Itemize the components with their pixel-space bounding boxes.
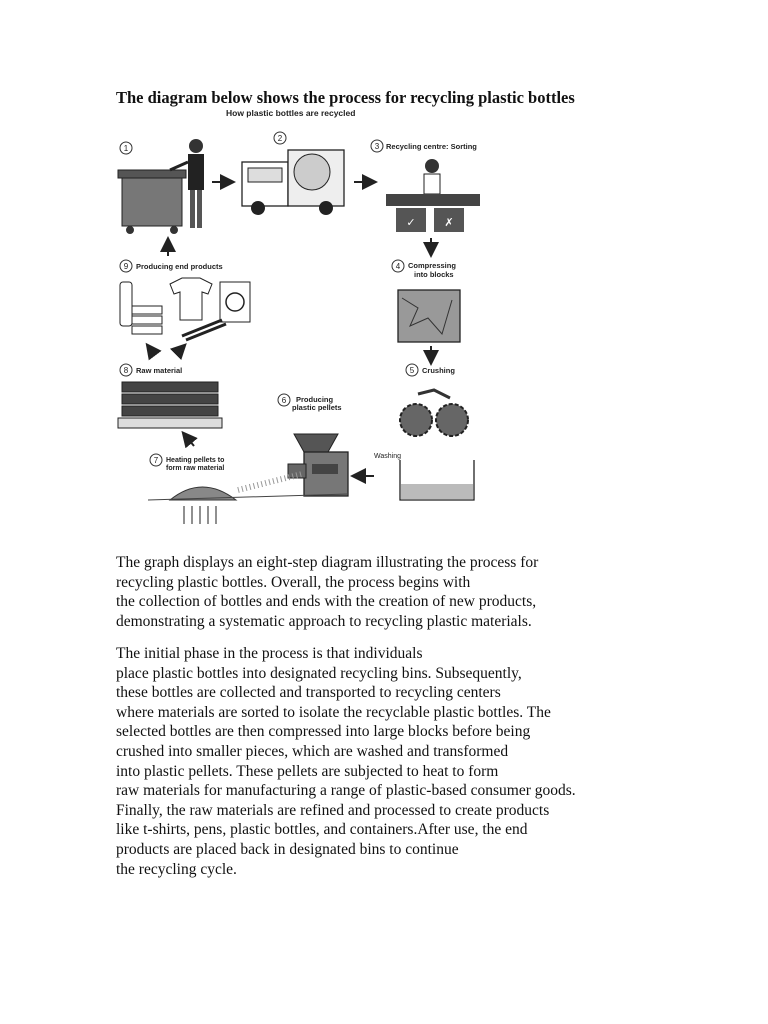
paragraph-overview [116,553,538,631]
paragraph-line: the recycling cycle. [116,860,237,878]
compressed-block-icon [398,290,460,342]
step-9-number: 9 [123,262,129,271]
step-8 [118,364,222,428]
diagram-heading: How plastic bottles are recycled [226,108,356,118]
step-5-label: Crushing [422,366,455,375]
paragraph-line: these bottles are collected and transported to recycling centers [116,684,501,702]
step-2 [242,132,344,215]
step-6-number: 6 [281,396,287,405]
step-6-label-line2: plastic pellets [292,403,342,412]
step-7-number: 7 [153,456,159,465]
sorting-worker-icon [386,159,480,232]
step-4-number: 4 [395,262,401,271]
step-4 [392,260,460,342]
bottle-icon [120,282,132,326]
step-3-label: Recycling centre: Sorting [386,142,477,151]
paragraph-line: the collection of bottles and ends with the creation of new products, [116,593,537,611]
paragraph-line: The initial phase in the process is that individuals [116,645,423,662]
paragraph-line: place plastic bottles into designated recycling bins. Subsequently, [116,664,522,682]
step-9 [120,260,250,340]
recycling-diagram [112,104,492,524]
step-1-number: 1 [123,144,129,153]
step-5 [374,364,474,500]
paragraph-line: selected bottles are then compressed into large blocks before being [116,723,531,741]
paragraph-line: Finally, the raw materials are refined and processed to create products [116,801,550,819]
paragraph-line: like t-shirts, pens, plastic bottles, and containers.After use, the end [116,821,528,839]
paragraph-line: products are placed back in designated bins to continue [116,840,459,858]
recycling-bag-icon [220,282,250,322]
paragraph-line: demonstrating a systematic approach to recycling plastic materials. [116,612,532,630]
sort-accept-mark: ✓ [406,217,416,229]
step-6 [278,394,348,496]
paragraph-line: crushed into smaller pieces, which are washed and transformed [116,742,509,760]
paragraph-details [116,644,576,879]
arrow-8-9-right [176,346,184,354]
washing-tank-icon [400,460,474,500]
truck-icon [242,150,344,215]
step-4-label-line2: into blocks [414,270,454,279]
step-3-number: 3 [374,142,380,151]
washing-label: Washing [374,453,401,460]
step-4-label-line1: Compressing [408,261,456,270]
step-7-label-line1: Heating pellets to [166,457,225,464]
pens-icon [182,320,226,340]
t-shirt-icon [170,278,212,320]
step-1 [118,139,204,234]
document-title: The diagram below shows the process for recycling plastic bottles [116,88,575,107]
step-3 [371,140,480,232]
sort-reject-mark: ✗ [444,217,454,229]
paragraph-line: into plastic pellets. These pellets are subjected to heat to form [116,762,499,780]
step-2-number: 2 [277,134,283,143]
step-6-label-line1: Producing [296,395,334,404]
raw-material-bales-icon [118,382,222,428]
containers-icon [132,306,162,334]
step-8-label: Raw material [136,366,183,375]
paragraph-line: raw materials for manufacturing a range of plastic-based consumer goods. [116,782,576,800]
paragraph-line: The graph displays an eight-step diagram illustrating the process for [116,554,539,571]
paragraph-line: where materials are sorted to isolate the recyclable plastic bottles. The [116,703,551,721]
pellet-machine-icon [288,434,348,496]
crusher-gears-icon [400,390,468,436]
step-9-label: Producing end products [136,262,223,271]
recycling-bin-icon [118,170,186,234]
arrow-8-9-left [148,346,154,354]
arrow-7-8 [184,434,194,446]
heat-arrows-icon [184,506,216,524]
step-5-number: 5 [409,366,415,375]
paragraph-line: recycling plastic bottles. Overall, the process begins with [116,573,471,591]
step-8-number: 8 [123,366,129,375]
step-7-label-line2: form raw material [166,465,225,472]
